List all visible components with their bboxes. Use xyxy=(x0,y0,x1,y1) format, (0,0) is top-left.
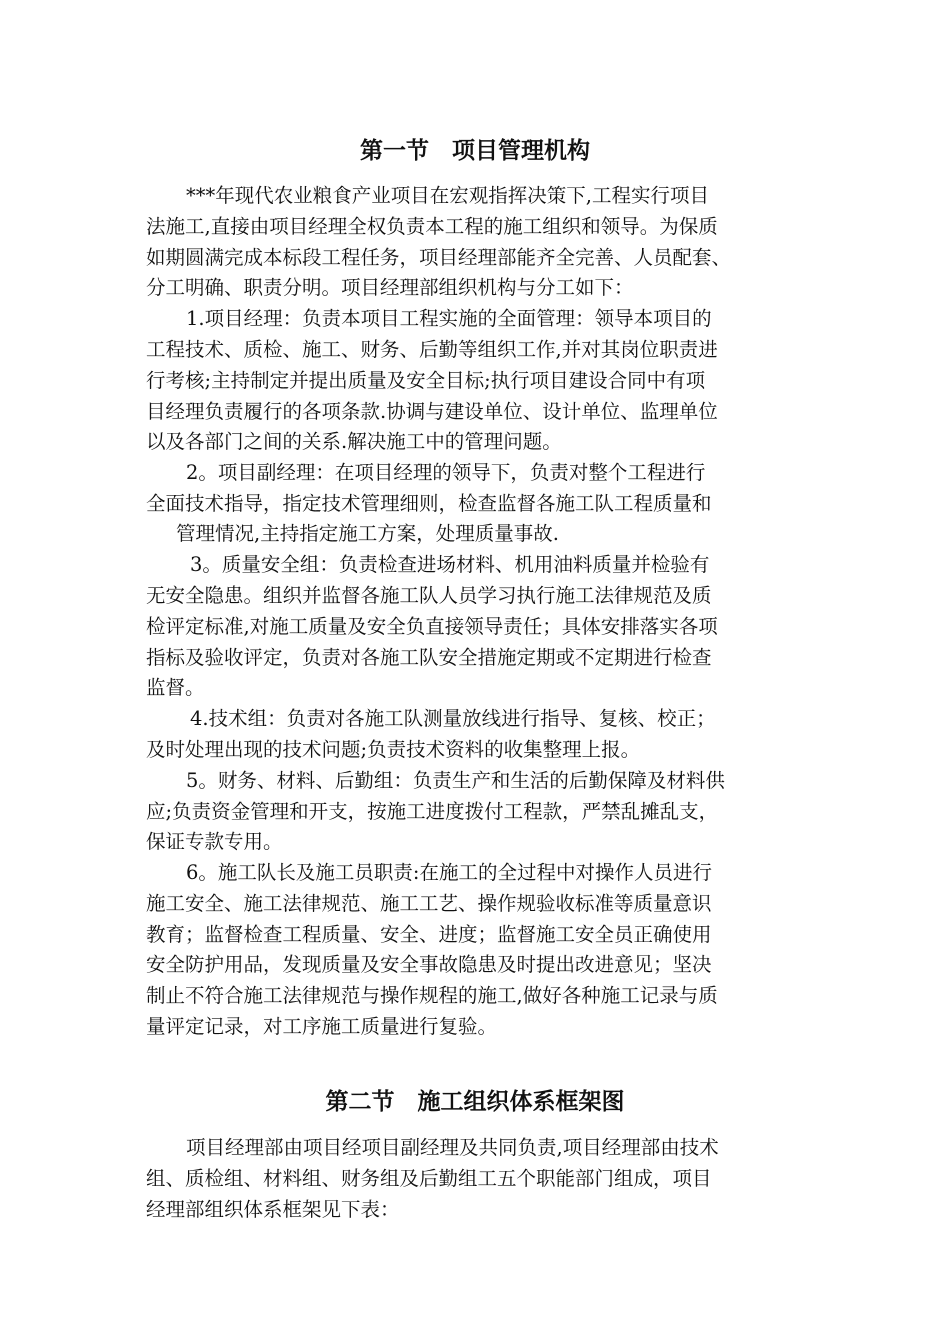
text-line: 以及各部门之间的关系.解决施工中的管理问题。 xyxy=(146,430,562,453)
text-line: 项目经理部由项目经项目副经理及共同负责,项目经理部由技术 xyxy=(186,1136,719,1159)
text-line: 组、质检组、材料组、财务组及后勤组工五个职能部门组成，项目 xyxy=(146,1167,712,1190)
text-line: 5。财务、材料、后勤组：负责生产和生活的后勤保障及材料供 xyxy=(186,769,725,792)
text-line: 法施工,直接由项目经理全权负责本工程的施工组织和领导。为保质 xyxy=(146,215,718,238)
section-2-title: 第二节 施工组织体系框架图 xyxy=(325,1088,625,1115)
text-line: 工程技术、质检、施工、财务、后勤等组织工作,并对其岗位职责进 xyxy=(146,338,718,361)
text-line: 检评定标准,对施工质量及安全负直接领导责任；具体安排落实各项 xyxy=(146,615,718,638)
text-line: 3。质量安全组：负责检查进场材料、机用油料质量并检验有 xyxy=(190,553,710,576)
text-line: 量评定记录，对工序施工质量进行复验。 xyxy=(146,1015,498,1038)
text-line: 4.技术组：负责对各施工队测量放线进行指导、复核、校正； xyxy=(190,707,716,730)
text-line: 应;负责资金管理和开支，按施工进度拨付工程款，严禁乱摊乱支， xyxy=(146,800,719,823)
text-line: 制止不符合施工法律规范与操作规程的施工,做好各种施工记录与质 xyxy=(146,984,718,1007)
text-line: 无安全隐患。组织并监督各施工队人员学习执行施工法律规范及质 xyxy=(146,584,712,607)
text-line: 施工安全、施工法律规范、施工工艺、操作规验收标准等质量意识 xyxy=(146,892,712,915)
text-line: 1.项目经理：负责本项目工程实施的全面管理：领导本项目的 xyxy=(186,307,712,330)
text-line: 如期圆满完成本标段工程任务，项目经理部能齐全完善、人员配套、 xyxy=(146,246,732,269)
text-line: 安全防护用品，发现质量及安全事故隐患及时提出改进意见；坚决 xyxy=(146,953,712,976)
text-line: 全面技术指导，指定技术管理细则，检查监督各施工队工程质量和 xyxy=(146,492,712,515)
text-line: 经理部组织体系框架见下表： xyxy=(146,1198,400,1221)
text-line: 2。项目副经理：在项目经理的领导下，负责对整个工程进行 xyxy=(186,461,706,484)
text-line: 监督。 xyxy=(146,676,205,699)
text-line: 指标及验收评定，负责对各施工队安全措施定期或不定期进行检查 xyxy=(146,646,712,669)
text-line: 行考核;主持制定并提出质量及安全目标;执行项目建设合同中有项 xyxy=(146,369,706,392)
text-line: 管理情况,主持指定施工方案，处理质量事故. xyxy=(176,522,559,545)
text-line: 目经理负责履行的各项条款.协调与建设单位、设计单位、监理单位 xyxy=(146,400,718,423)
text-line: ***年现代农业粮食产业项目在宏观指挥决策下,工程实行项目 xyxy=(186,184,709,207)
section-1-title: 第一节 项目管理机构 xyxy=(360,137,590,164)
text-line: 教育；监督检查工程质量、安全、进度；监督施工安全员正确使用 xyxy=(146,923,712,946)
text-line: 分工明确、职责分明。项目经理部组织机构与分工如下： xyxy=(146,276,634,299)
text-line: 及时处理出现的技术问题;负责技术资料的收集整理上报。 xyxy=(146,738,641,761)
text-line: 保证专款专用。 xyxy=(146,830,283,853)
text-line: 6。施工队长及施工员职责:在施工的全过程中对操作人员进行 xyxy=(186,861,712,884)
